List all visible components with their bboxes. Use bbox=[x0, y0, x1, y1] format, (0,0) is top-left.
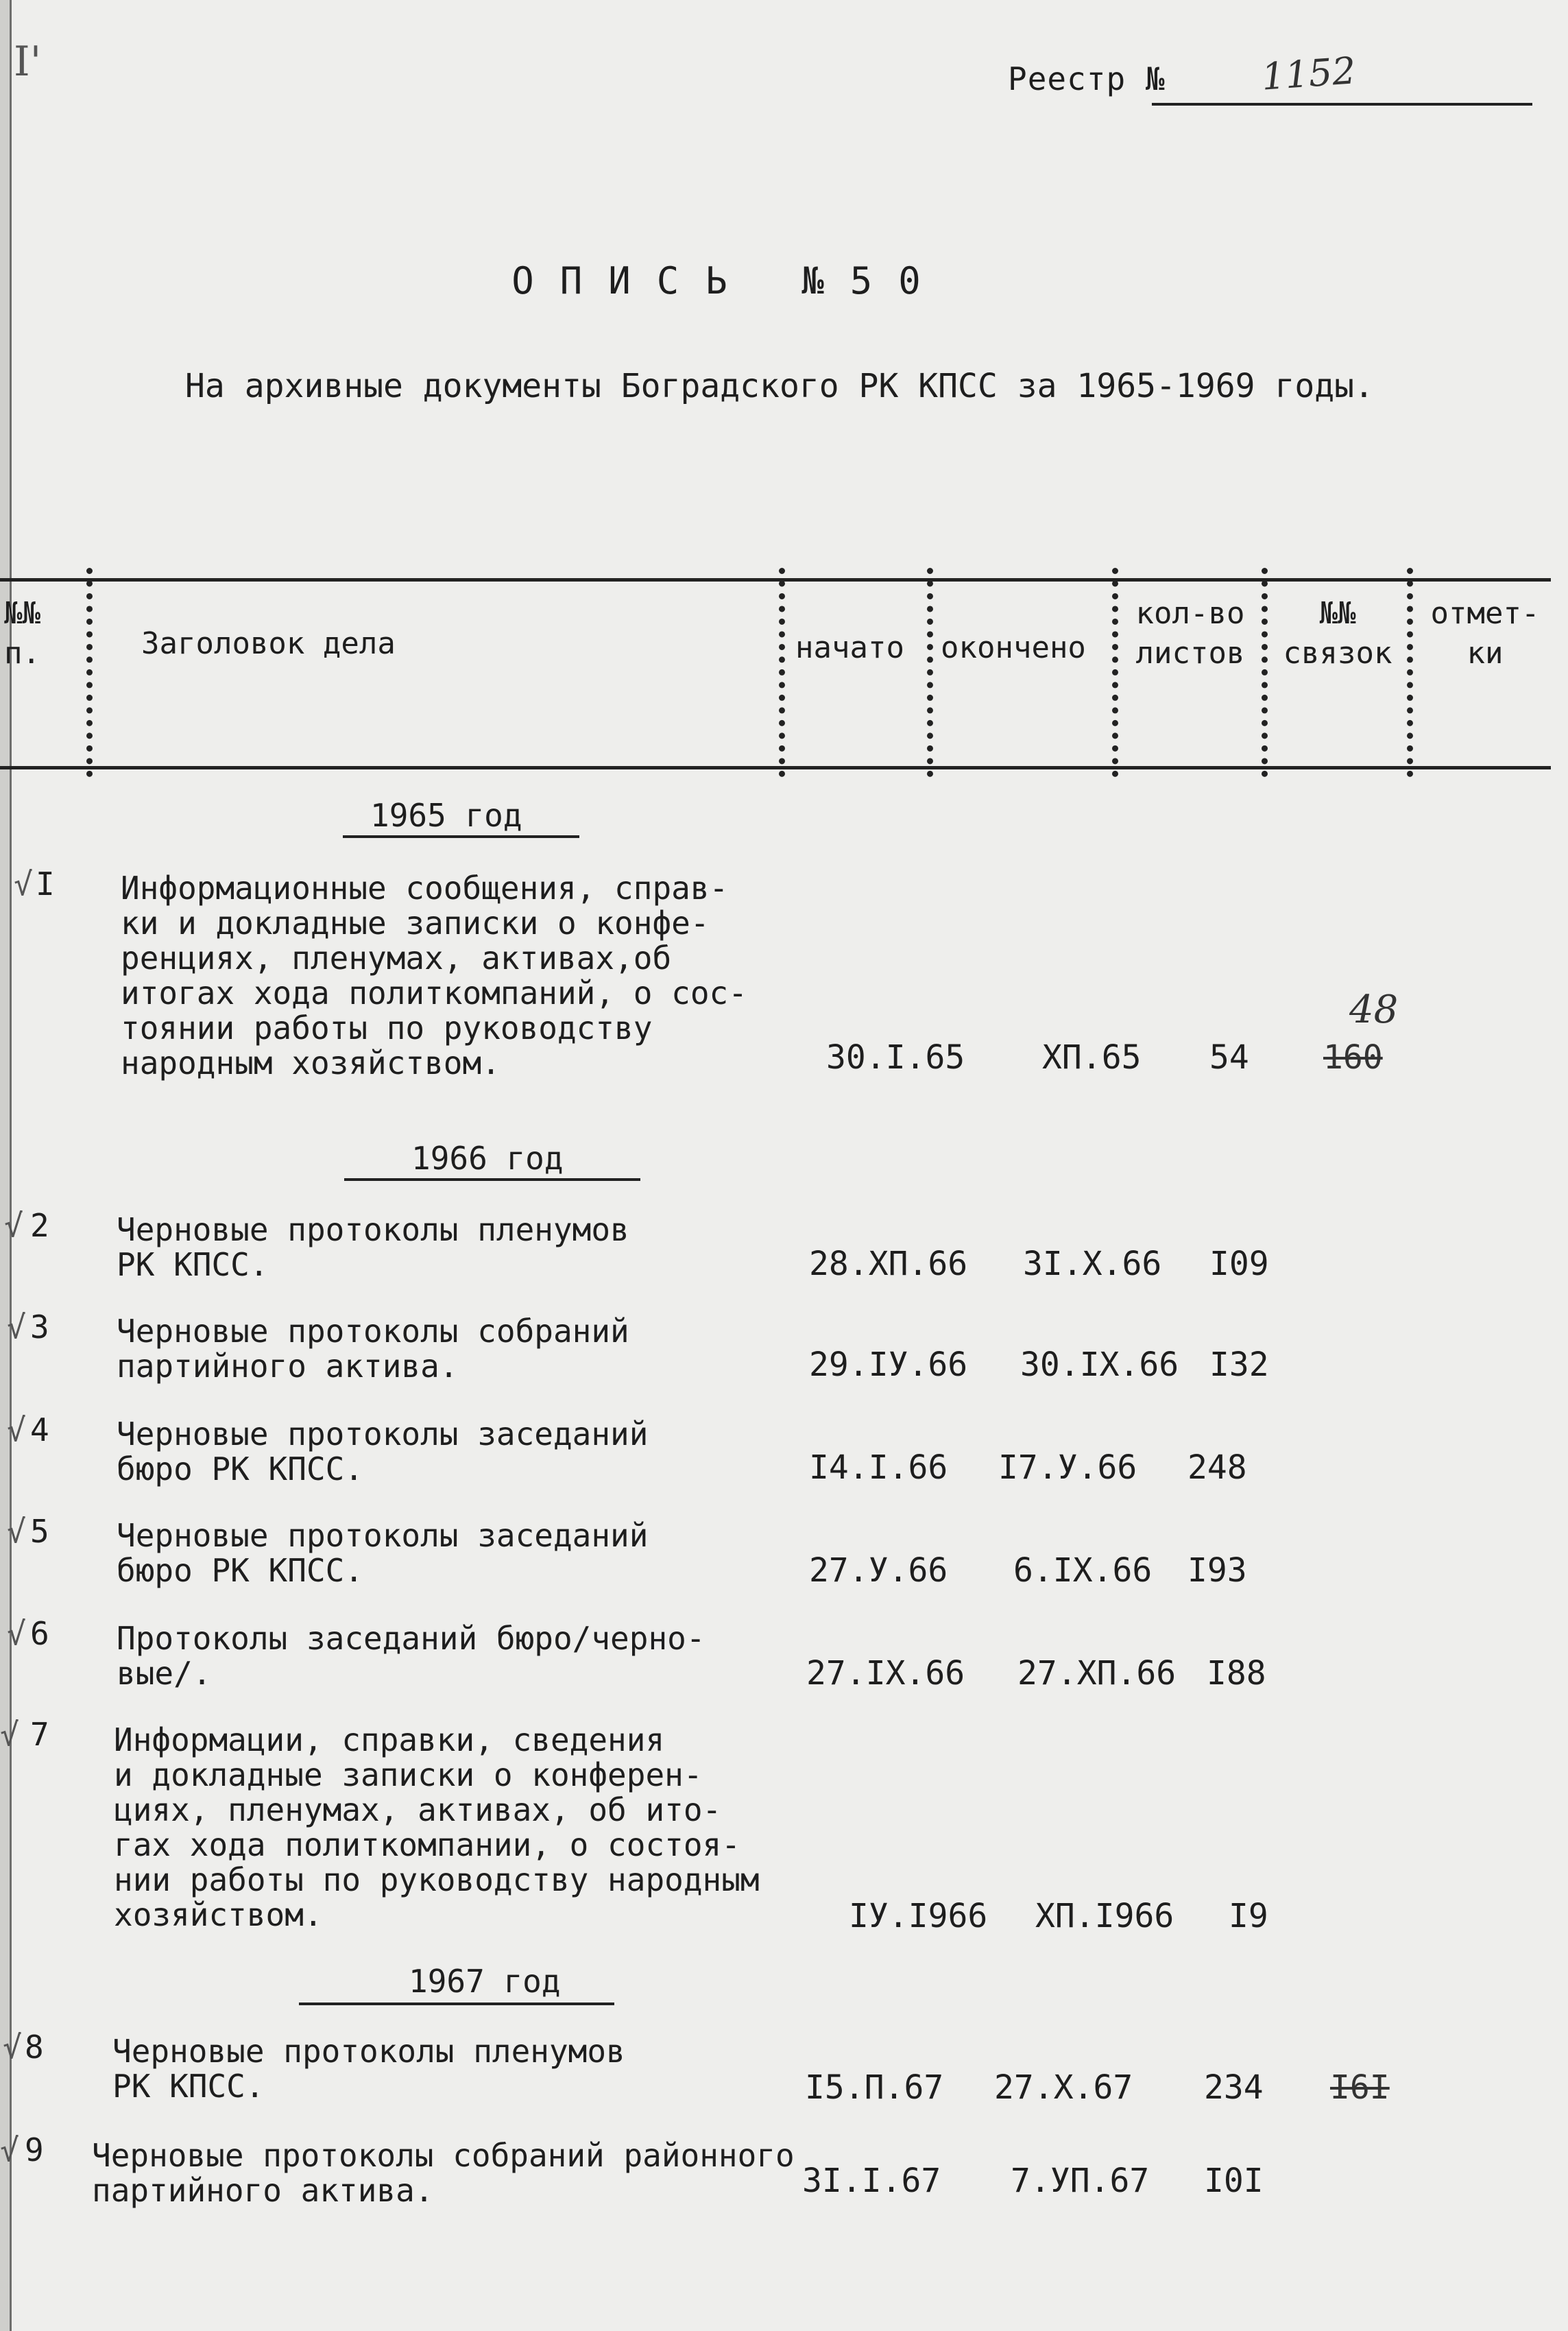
item-sheet-count: I9 bbox=[1229, 1897, 1268, 1935]
registry-number: 1152 bbox=[1259, 49, 1358, 99]
item-title: Информации, справки, сведения и докладные записки о конферен- циях, пленумах, активах, об ито- гах хода политкомпании, о состоя- нии работы по руководству народным хозяйством. bbox=[114, 1721, 760, 1933]
handwritten-bundle-number: 48 bbox=[1349, 988, 1399, 1032]
item-start-date: 29.IУ.66 bbox=[809, 1346, 968, 1384]
item-sheet-count: I88 bbox=[1207, 1654, 1266, 1693]
header-notes-col-line: ки bbox=[1467, 636, 1504, 671]
item-sheet-count: 234 bbox=[1204, 2068, 1264, 2107]
item-number: I bbox=[36, 865, 55, 902]
registry-field bbox=[1008, 49, 1549, 108]
item-number: 6 bbox=[30, 1615, 49, 1652]
page-subtitle: На архивные документы Боградского РК КПСС за 1965-1969 годы. bbox=[185, 367, 1374, 405]
header-bundle-col bbox=[1273, 594, 1403, 673]
item-title: Черновые протоколы собраний партийного актива. bbox=[117, 1313, 629, 1385]
item-end-date: 6.IX.66 bbox=[1013, 1551, 1153, 1590]
column-separator bbox=[1262, 568, 1268, 777]
item-start-date: 3I.I.67 bbox=[802, 2162, 941, 2200]
header-sheets-col-line: листов bbox=[1135, 636, 1245, 671]
year-heading-1967: 1967 год bbox=[409, 1963, 561, 2000]
check-mark: √ bbox=[3, 2029, 22, 2066]
year-heading-1965: 1965 год bbox=[370, 797, 522, 834]
item-number: 4 bbox=[30, 1411, 49, 1448]
item-title: Черновые протоколы собраний районного партийного актива. bbox=[92, 2137, 795, 2209]
item-start-date: I4.I.66 bbox=[809, 1448, 948, 1487]
header-num-col-line: №№ bbox=[4, 596, 40, 631]
header-end-col: окончено bbox=[941, 630, 1086, 665]
item-title: Черновые протоколы заседаний бюро РК КПСС. bbox=[117, 1517, 649, 1589]
header-start-col: начато bbox=[795, 630, 904, 665]
header-top-rule bbox=[0, 578, 1551, 582]
header-notes-col-line: отмет- bbox=[1430, 596, 1540, 631]
item-number: 9 bbox=[25, 2131, 44, 2168]
header-sheets-col-line: кол-во bbox=[1135, 596, 1245, 631]
item-start-date: 27.У.66 bbox=[809, 1551, 948, 1590]
header-bundle-col-line: №№ bbox=[1319, 596, 1356, 631]
check-mark: √ bbox=[7, 1411, 26, 1448]
header-num-col-line: п. bbox=[4, 636, 40, 671]
item-sheet-count: 54 bbox=[1209, 1038, 1249, 1077]
header-num-col bbox=[4, 594, 40, 673]
column-separator bbox=[779, 568, 785, 777]
page-title: ОПИСЬ №50 bbox=[511, 259, 947, 302]
item-number: 2 bbox=[30, 1207, 49, 1244]
header-notes-col bbox=[1416, 594, 1554, 673]
page-binding-edge bbox=[0, 0, 10, 2331]
item-sheet-count: I09 bbox=[1209, 1245, 1269, 1283]
item-bundle-number: 160 bbox=[1323, 1038, 1383, 1077]
item-sheet-count: I32 bbox=[1209, 1346, 1269, 1384]
item-title: Черновые протоколы пленумов РК КПСС. bbox=[112, 2033, 625, 2105]
check-mark: √ bbox=[0, 1716, 19, 1753]
item-title: Протоколы заседаний бюро/черно- вые/. bbox=[117, 1620, 705, 1692]
column-separator bbox=[927, 568, 933, 777]
column-separator bbox=[1112, 568, 1118, 777]
item-end-date: 27.XП.66 bbox=[1017, 1654, 1177, 1693]
year-heading-1966: 1966 год bbox=[411, 1140, 564, 1177]
item-end-date: XП.65 bbox=[1042, 1038, 1142, 1077]
item-start-date: IУ.I966 bbox=[849, 1897, 988, 1935]
corner-mark: I' bbox=[14, 38, 42, 86]
column-separator bbox=[86, 568, 93, 777]
check-mark: √ bbox=[7, 1615, 26, 1652]
item-start-date: 27.IX.66 bbox=[806, 1654, 965, 1693]
item-sheet-count: 248 bbox=[1187, 1448, 1247, 1487]
item-number: 7 bbox=[30, 1716, 49, 1753]
column-separator bbox=[1407, 568, 1413, 777]
check-mark: √ bbox=[7, 1513, 26, 1550]
binding-line bbox=[10, 0, 12, 2331]
year-underline bbox=[344, 1178, 640, 1181]
registry-label: Реестр № bbox=[1008, 60, 1166, 97]
item-end-date: 27.X.67 bbox=[994, 2068, 1133, 2107]
item-end-date: I7.У.66 bbox=[998, 1448, 1137, 1487]
check-mark: √ bbox=[4, 1207, 23, 1244]
item-start-date: 30.I.65 bbox=[826, 1038, 965, 1077]
item-sheet-count: I0I bbox=[1204, 2162, 1264, 2200]
item-end-date: 30.IX.66 bbox=[1020, 1346, 1179, 1384]
item-title: Черновые протоколы заседаний бюро РК КПСС. bbox=[117, 1415, 649, 1487]
item-start-date: I5.П.67 bbox=[805, 2068, 944, 2107]
item-number: 8 bbox=[25, 2029, 44, 2066]
item-end-date: XП.I966 bbox=[1035, 1897, 1174, 1935]
header-title-col: Заголовок дела bbox=[141, 626, 396, 661]
item-end-date: 3I.X.66 bbox=[1023, 1245, 1162, 1283]
check-mark: √ bbox=[14, 865, 33, 902]
item-number: 3 bbox=[30, 1308, 49, 1346]
check-mark: √ bbox=[0, 2131, 19, 2168]
item-title: Информационные сообщения, справ- ки и докладные записки о конфе- ренциях, пленумах, активах,об итогах хода политкомпаний, о сос- тоянии работы по руководству народным хозяйством. bbox=[121, 870, 747, 1081]
item-sheet-count: I93 bbox=[1187, 1551, 1247, 1590]
item-start-date: 28.ХП.66 bbox=[809, 1245, 968, 1283]
item-end-date: 7.УП.67 bbox=[1011, 2162, 1150, 2200]
year-underline bbox=[299, 2003, 614, 2005]
header-bundle-col-line: связок bbox=[1283, 636, 1392, 671]
year-underline bbox=[343, 835, 579, 838]
registry-underline bbox=[1152, 103, 1532, 106]
item-number: 5 bbox=[30, 1513, 49, 1550]
header-sheets-col bbox=[1122, 594, 1259, 673]
check-mark: √ bbox=[7, 1308, 26, 1346]
item-bundle-number: I6I bbox=[1330, 2068, 1390, 2107]
item-title: Черновые протоколы пленумов РК КПСС. bbox=[117, 1211, 629, 1283]
header-bottom-rule bbox=[0, 766, 1551, 769]
